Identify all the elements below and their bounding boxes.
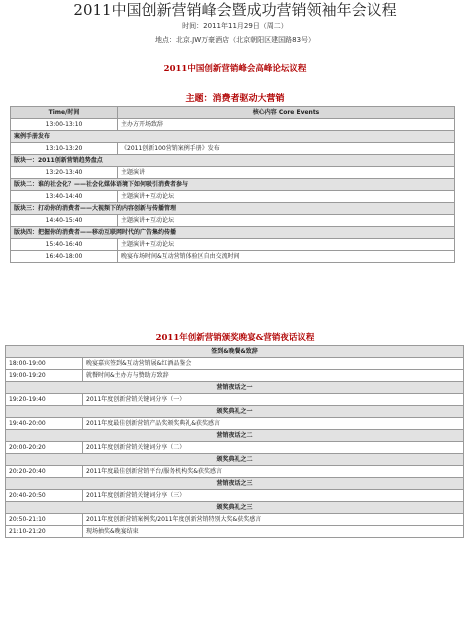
agenda-content: 主题演讲+互动论坛 — [118, 239, 455, 251]
agenda-group-row — [11, 203, 455, 215]
group-title: 颁奖典礼之二 — [6, 454, 464, 466]
group-title: 营销夜话之一 — [6, 382, 464, 394]
agenda-content: 2011年度创新营销案例奖/2011年度创新营销特别大奖&获奖感言 — [83, 514, 464, 526]
agenda-group-row — [6, 346, 464, 358]
event-location: 地点：北京.JW万豪酒店（北京朝阳区建国路83号） — [154, 36, 316, 44]
agenda-content: 现场抽奖&晚宴结束 — [83, 526, 464, 538]
agenda-row — [6, 394, 464, 406]
col-time-header: Time/时间 — [11, 107, 118, 119]
agenda-row — [11, 119, 455, 131]
group-title: 签到&晚餐&致辞 — [6, 346, 464, 358]
agenda-time: 15:40-16:40 — [11, 239, 118, 251]
agenda-group-row — [6, 502, 464, 514]
group-title: 版块二：谁的社会化？——社会化媒体语境下如何吸引消费者参与 — [11, 179, 455, 191]
agenda-row — [11, 215, 455, 227]
group-title: 营销夜话之二 — [6, 430, 464, 442]
agenda-group-row — [6, 478, 464, 490]
agenda-row — [6, 466, 464, 478]
agenda-content: 2011年度创新营销关键词分享（一） — [83, 394, 464, 406]
agenda-row — [11, 251, 455, 263]
agenda-row — [6, 514, 464, 526]
agenda-time: 20:40-20:50 — [6, 490, 83, 502]
agenda-group-row — [6, 406, 464, 418]
agenda-time: 13:20-13:40 — [11, 167, 118, 179]
agenda-content: 2011年度最佳创新营销产品奖颁奖典礼&获奖感言 — [83, 418, 464, 430]
group-title: 颁奖典礼之一 — [6, 406, 464, 418]
agenda-time: 13:10-13:20 — [11, 143, 118, 155]
agenda-row — [6, 418, 464, 430]
agenda-row — [11, 191, 455, 203]
agenda-row — [11, 143, 455, 155]
agenda-group-row — [11, 179, 455, 191]
agenda-row — [6, 490, 464, 502]
agenda-time: 19:00-19:20 — [6, 370, 83, 382]
agenda-group-row — [6, 430, 464, 442]
agenda-time: 19:20-19:40 — [6, 394, 83, 406]
agenda-time: 13:40-14:40 — [11, 191, 118, 203]
agenda-content: 主办方开场致辞 — [118, 119, 455, 131]
agenda-content: 晚宴嘉宾签到&互动营销展&红酒品鉴会 — [83, 358, 464, 370]
agenda-content: 主题演讲 — [118, 167, 455, 179]
agenda-time: 20:20-20:40 — [6, 466, 83, 478]
group-title: 版块四：把握你的消费者——移动互联网时代的广告集约传播 — [11, 227, 455, 239]
agenda-group-row — [11, 227, 455, 239]
agenda-row — [11, 167, 455, 179]
group-title: 版块一：2011创新营销趋势盘点 — [11, 155, 455, 167]
agenda-content: 主题演讲+互动论坛 — [118, 191, 455, 203]
agenda-content: 《2011创新100营销案例手册》发布 — [118, 143, 455, 155]
agenda-time: 18:00-19:00 — [6, 358, 83, 370]
agenda-row — [6, 526, 464, 538]
agenda-time: 13:00-13:10 — [11, 119, 118, 131]
agenda-row — [6, 442, 464, 454]
forum-agenda-table — [10, 106, 455, 263]
page-title: 2011中国创新营销峰会暨成功营销领袖年会议程 — [73, 1, 397, 19]
agenda-group-row — [11, 155, 455, 167]
agenda-time: 21:10-21:20 — [6, 526, 83, 538]
gala-section-title: 2011年创新营销颁奖晚宴&营销夜话议程 — [155, 333, 315, 343]
agenda-content: 2011年度创新营销关键词分享（二） — [83, 442, 464, 454]
group-title: 案例手册发布 — [11, 131, 455, 143]
agenda-time: 16:40-18:00 — [11, 251, 118, 263]
agenda-content: 晚宴布场时间&互动营销体验区自由交流时间 — [118, 251, 455, 263]
forum-theme: 主题：消费者驱动大营销 — [185, 94, 285, 104]
agenda-content: 主题演讲+互动论坛 — [118, 215, 455, 227]
agenda-group-row — [6, 382, 464, 394]
agenda-content: 2011年度最佳创新营销平台/服务机构奖&获奖感言 — [83, 466, 464, 478]
agenda-row — [6, 370, 464, 382]
agenda-content: 2011年度创新营销关键词分享（三） — [83, 490, 464, 502]
group-title: 营销夜话之三 — [6, 478, 464, 490]
agenda-time: 20:00-20:20 — [6, 442, 83, 454]
agenda-time: 20:50-21:10 — [6, 514, 83, 526]
agenda-time: 14:40-15:40 — [11, 215, 118, 227]
agenda-row — [11, 239, 455, 251]
agenda-group-row — [6, 454, 464, 466]
agenda-time: 19:40-20:00 — [6, 418, 83, 430]
agenda-row — [6, 358, 464, 370]
group-title: 版块三：打动你的消费者——大视频下的内容创新与传播管理 — [11, 203, 455, 215]
agenda-content: 就餐时间&主办方与赞助方致辞 — [83, 370, 464, 382]
gala-agenda-table — [5, 345, 464, 538]
event-time: 时间：2011年11月29日（周二） — [182, 22, 288, 30]
col-content-header: 核心内容 Core Events — [118, 107, 455, 119]
group-title: 颁奖典礼之三 — [6, 502, 464, 514]
agenda-group-row — [11, 131, 455, 143]
forum-section-title: 2011中国创新营销峰会高峰论坛议程 — [163, 64, 307, 74]
